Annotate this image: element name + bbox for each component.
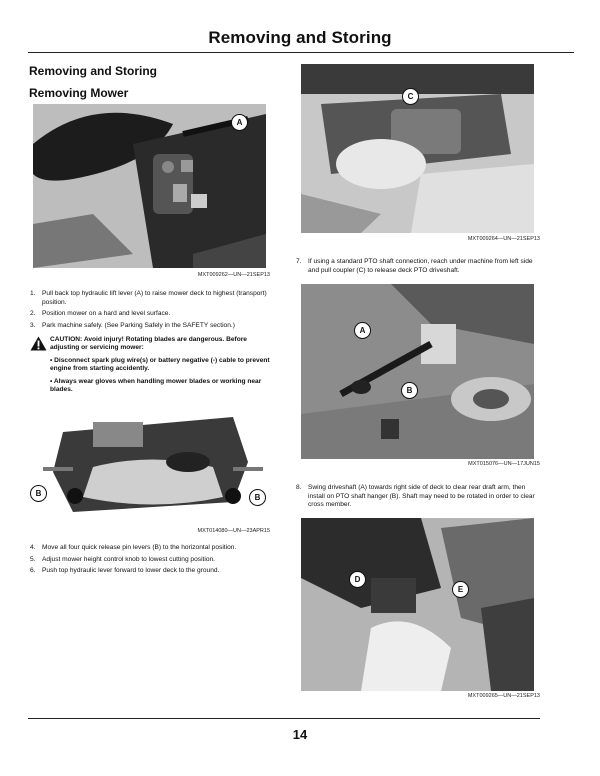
figure-driveshaft-photo [301, 284, 534, 459]
callout-e: E [452, 581, 469, 598]
figure-3-caption: MXT009264—UN—21SEP13 [467, 236, 540, 242]
step-number: 1. [30, 290, 36, 297]
callout-c: C [402, 88, 419, 105]
callout-d: D [349, 571, 366, 588]
step-text: Position mower on a hard and level surface. [42, 310, 171, 318]
list-item [30, 567, 274, 576]
list-item [30, 310, 274, 319]
step-number: 3. [30, 321, 36, 329]
page-title: Removing and Storing [208, 28, 392, 47]
callout-a-driveshaft: A [354, 322, 371, 339]
figure-mower-deck-photo [33, 412, 266, 526]
list-item [30, 556, 274, 565]
callout-b-right: B [249, 489, 266, 506]
list-item [296, 484, 540, 510]
footer-divider [28, 718, 540, 719]
step-number: 6. [30, 567, 36, 575]
figure-hydraulic-lever-photo [33, 104, 266, 268]
callout-a: A [231, 114, 248, 131]
figure-5-caption: MXT009265—UN—21SEP13 [467, 693, 540, 699]
step-text: Move all four quick release pin levers (B) to the horizontal position. [42, 544, 237, 551]
callout-b-hanger: B [401, 382, 418, 399]
section-heading: Removing and Storing [29, 64, 158, 78]
caution-bullet-2: • Always wear gloves when handling mower blades or working near blades. [50, 377, 262, 394]
warning-triangle-icon [30, 336, 47, 351]
step-8 [296, 484, 540, 513]
page-number: 14 [292, 727, 308, 742]
step-text: Push top hydraulic lever forward to lower deck to the ground. [42, 567, 220, 575]
list-item [30, 544, 274, 553]
figure-shaft-hanger-photo [301, 518, 534, 691]
figure-2-caption: MXT014080—UN—23APR15 [197, 528, 270, 534]
sub-heading: Removing Mower [29, 86, 129, 100]
step-number: 2. [30, 310, 36, 318]
step-number: 4. [30, 544, 36, 551]
figure-pto-coupler-photo [301, 64, 534, 233]
step-text: If using a standard PTO shaft connection, reach under machine from left side and pull coupler (C) to release deck PTO driveshaft. [308, 258, 533, 274]
step-number: 5. [30, 555, 36, 563]
caution-notice [30, 336, 275, 398]
list-item [296, 258, 540, 275]
callout-b-left: B [30, 485, 47, 502]
step-text: Adjust mower height control knob to lowest cutting position. [42, 555, 215, 563]
figure-4-caption: MXT015076—UN—17JUN15 [468, 461, 540, 467]
list-item [30, 322, 274, 331]
step-text: Park machine safely. (See Parking Safely in the SAFETY section.) [42, 321, 235, 329]
step-7 [296, 258, 540, 278]
step-number: 7. [296, 258, 302, 265]
title-divider [28, 52, 574, 53]
list-item [30, 290, 274, 307]
steps-4-to-6 [30, 544, 274, 579]
steps-1-to-3 [30, 290, 274, 333]
caution-bullet-1: • Disconnect spark plug wire(s) or battery negative (-) cable to prevent engine from starting accidently. [50, 356, 270, 373]
step-number: 8. [296, 484, 302, 491]
step-text: Pull back top hydraulic lift lever (A) to raise mower deck to highest (transport) position. [42, 290, 267, 306]
figure-1-caption: MXT009262—UN—21SEP13 [197, 272, 270, 278]
step-text: Swing driveshaft (A) towards right side of deck to clear rear draft arm, then install on PTO shaft hanger (B). Shaft may need to be rotated in order to clear cross member. [308, 484, 535, 509]
caution-text: CAUTION: Avoid injury! Rotating blades are dangerous. Before adjusting or servicing mower: [50, 336, 247, 352]
